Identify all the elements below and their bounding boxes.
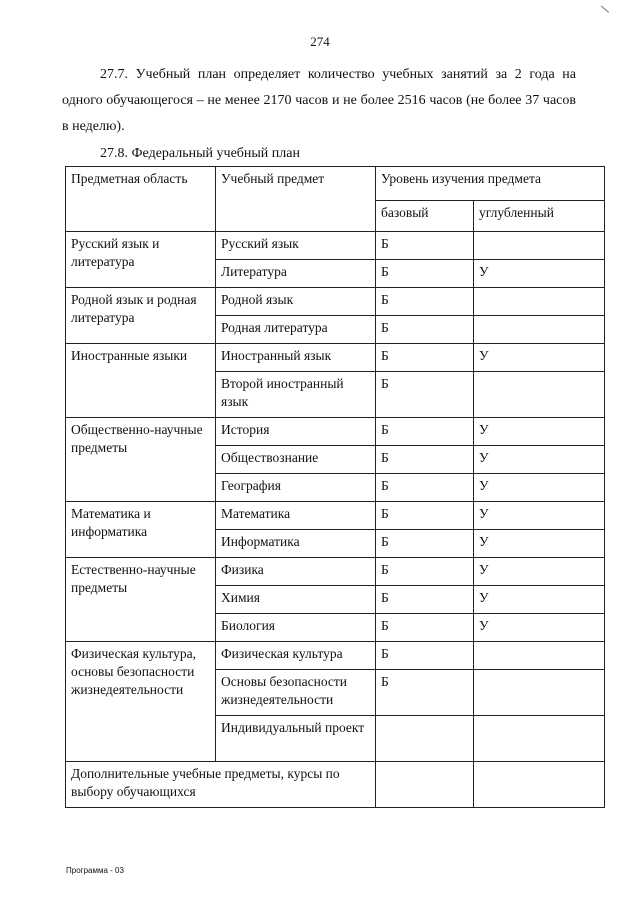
footer-label: Программа - 03 <box>66 866 124 875</box>
area-cell: Математика и информатика <box>66 502 216 558</box>
table-row <box>66 642 605 670</box>
header-basic: базовый <box>376 200 474 231</box>
advanced-cell <box>474 716 605 762</box>
header-study-level: Уровень изучения предмета <box>376 167 605 201</box>
basic-cell: Б <box>376 558 474 586</box>
area-cell: Иностранные языки <box>66 344 216 418</box>
basic-cell: Б <box>376 316 474 344</box>
advanced-cell <box>474 642 605 670</box>
basic-cell <box>376 716 474 762</box>
advanced-cell: У <box>474 446 605 474</box>
subject-cell: Биология <box>216 614 376 642</box>
basic-cell: Б <box>376 232 474 260</box>
header-advanced: углубленный <box>474 200 605 231</box>
advanced-cell <box>474 288 605 316</box>
advanced-cell: У <box>474 474 605 502</box>
basic-cell: Б <box>376 418 474 446</box>
basic-cell: Б <box>376 446 474 474</box>
subject-cell: Родной язык <box>216 288 376 316</box>
area-cell: Естественно-научные предметы <box>66 558 216 642</box>
subject-cell: Информатика <box>216 530 376 558</box>
subject-cell: Иностранный язык <box>216 344 376 372</box>
table-row <box>66 558 605 586</box>
header-subject-area: Предметная область <box>66 167 216 232</box>
subject-cell: Русский язык <box>216 232 376 260</box>
basic-cell: Б <box>376 344 474 372</box>
scan-edge-mark <box>597 6 609 18</box>
advanced-cell <box>474 670 605 716</box>
additional-subjects-cell: Дополнительные учебные предметы, курсы по выбору обучающихся <box>66 762 376 808</box>
subject-cell: Индивидуальный проект <box>216 716 376 762</box>
basic-cell: Б <box>376 288 474 316</box>
advanced-cell: У <box>474 344 605 372</box>
subject-cell: Второй иностранный язык <box>216 372 376 418</box>
table-row <box>66 502 605 530</box>
area-cell: Общественно-научные предметы <box>66 418 216 502</box>
subject-cell: Физика <box>216 558 376 586</box>
basic-cell: Б <box>376 586 474 614</box>
page-number: 274 <box>310 34 330 49</box>
header-subject: Учебный предмет <box>216 167 376 232</box>
table-row <box>66 288 605 316</box>
advanced-cell: У <box>474 418 605 446</box>
advanced-cell <box>474 762 605 808</box>
advanced-cell: У <box>474 502 605 530</box>
advanced-cell <box>474 232 605 260</box>
subject-cell: Литература <box>216 260 376 288</box>
basic-cell: Б <box>376 614 474 642</box>
subject-cell: Родная литература <box>216 316 376 344</box>
basic-cell <box>376 762 474 808</box>
paragraph-27-7: 27.7. Учебный план определяет количество учебных занятий за 2 года на одного обучающегося – не менее 2170 часов и не более 2516 часов (не более 37 часов в неделю). <box>62 67 576 134</box>
area-cell: Физическая культура, основы безопасности жизнедеятельности <box>66 642 216 762</box>
subject-cell: Физическая культура <box>216 642 376 670</box>
subject-cell: География <box>216 474 376 502</box>
table-header-row <box>66 167 605 201</box>
subject-cell: Математика <box>216 502 376 530</box>
subject-cell: Обществознание <box>216 446 376 474</box>
subject-cell: Химия <box>216 586 376 614</box>
area-cell: Родной язык и родная литература <box>66 288 216 344</box>
federal-curriculum-table <box>65 166 605 808</box>
subject-cell: История <box>216 418 376 446</box>
table-row <box>66 344 605 372</box>
table-row-additional <box>66 762 605 808</box>
basic-cell: Б <box>376 642 474 670</box>
advanced-cell: У <box>474 260 605 288</box>
advanced-cell: У <box>474 530 605 558</box>
subject-cell: Основы безопасности жизнедеятельности <box>216 670 376 716</box>
advanced-cell <box>474 372 605 418</box>
paragraph-27-8: 27.8. Федеральный учебный план <box>100 146 300 161</box>
basic-cell: Б <box>376 260 474 288</box>
basic-cell: Б <box>376 670 474 716</box>
basic-cell: Б <box>376 530 474 558</box>
basic-cell: Б <box>376 372 474 418</box>
advanced-cell: У <box>474 586 605 614</box>
advanced-cell <box>474 316 605 344</box>
table-row <box>66 418 605 446</box>
basic-cell: Б <box>376 502 474 530</box>
advanced-cell: У <box>474 614 605 642</box>
advanced-cell: У <box>474 558 605 586</box>
basic-cell: Б <box>376 474 474 502</box>
area-cell: Русский язык и литература <box>66 232 216 288</box>
table-row <box>66 232 605 260</box>
